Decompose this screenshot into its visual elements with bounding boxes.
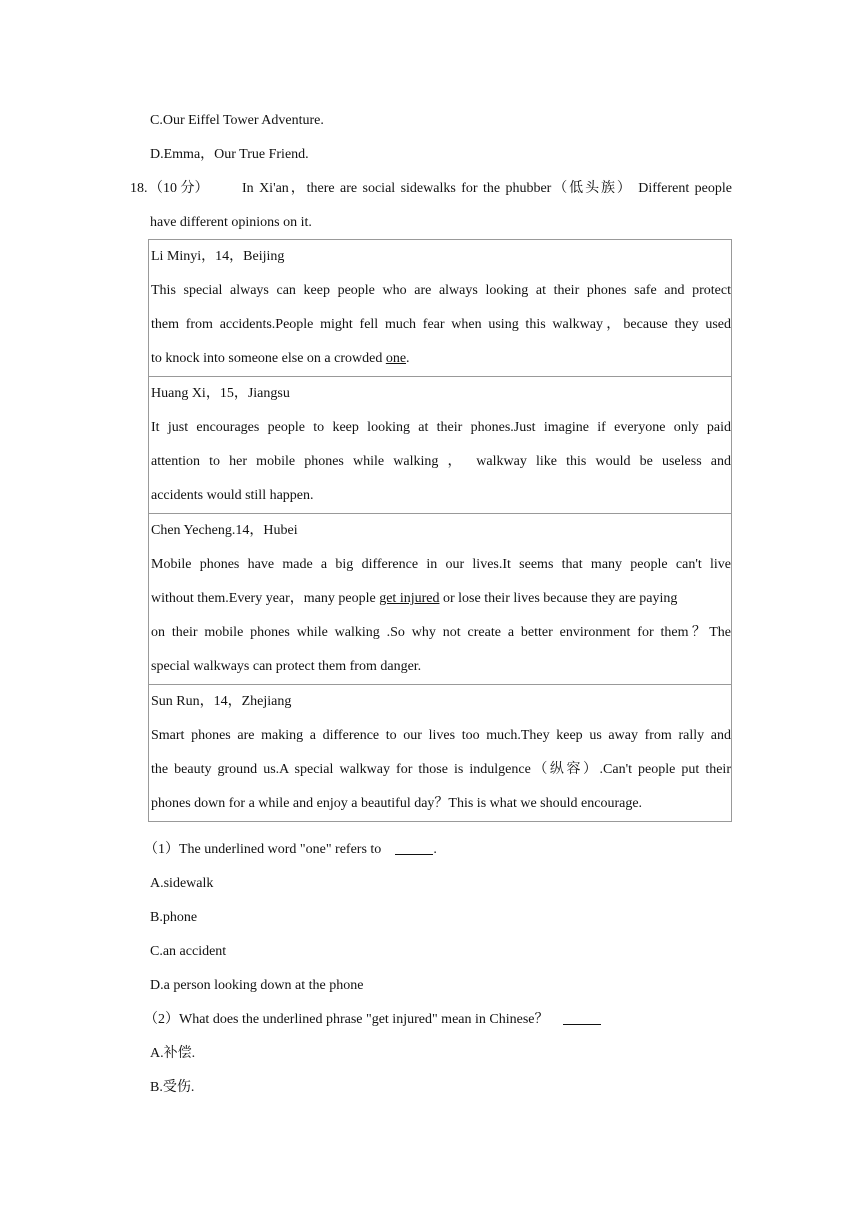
opinion-line: phones down for a while and enjoy a beautiful day？This is what we should encourage.	[151, 796, 643, 811]
text-segment: to knock into someone else on a crowded	[151, 351, 386, 366]
opinion-li-minyi	[149, 240, 731, 376]
sub-question-2-prompt: （2）What does the underlined phrase "get injured" mean in Chinese？	[144, 1012, 549, 1027]
answer-blank	[563, 1010, 601, 1025]
opinion-line: on their mobile phones while walking .So why not create a better environment for them？The	[151, 625, 731, 640]
opinion-header: Sun Run，14，Zhejiang	[151, 694, 292, 709]
underlined-word-one: one	[385, 351, 407, 366]
opinion-line: This special always can keep people who are always looking at their phones safe and protect	[151, 283, 731, 298]
sub1-option-c: C.an accident	[150, 944, 227, 959]
opinions-table	[148, 239, 732, 822]
opinion-line: them from accidents.People might fell much fear when using this walkway，because they used	[151, 317, 731, 332]
opinion-line	[151, 582, 731, 616]
opinion-line: It just encourages people to keep looking at their phones.Just imagine if everyone only paid	[151, 420, 731, 435]
opinion-line: Smart phones are making a difference to our lives too much.They keep us away from rally and	[151, 728, 731, 743]
text-segment: without them.Every year，many people	[151, 591, 380, 606]
underlined-phrase-get-injured: get injured	[379, 591, 440, 606]
opinion-line: the beauty ground us.A special walkway for those is indulgence（纵容）.Can't people put their	[151, 762, 731, 777]
opinion-chen-yecheng	[149, 513, 731, 684]
question-text-line2: have different opinions on it.	[150, 215, 312, 230]
question-text-line1: In Xi'an，there are social sidewalks for the phubber（低头族） Different people	[242, 181, 732, 196]
opinion-line: special walkways can protect them from danger.	[151, 659, 422, 674]
opinion-header: Huang Xi，15，Jiangsu	[151, 386, 290, 401]
sub-question-2	[144, 1010, 601, 1030]
opinion-line: attention to her mobile phones while walking ， walkway like this would be useless and	[151, 454, 731, 469]
answer-blank	[395, 840, 433, 855]
opinion-header: Chen Yecheng.14，Hubei	[151, 523, 298, 538]
sub1-option-d: D.a person looking down at the phone	[150, 978, 364, 993]
opinion-huang-xi	[149, 376, 731, 513]
question-score: （10 分）	[149, 181, 209, 196]
sub1-option-b: B.phone	[150, 910, 198, 925]
sub1-option-a: A.sidewalk	[150, 876, 214, 891]
text-segment: .	[433, 842, 437, 857]
opinion-line: accidents would still happen.	[151, 488, 314, 503]
option-c-prev: C.Our Eiffel Tower Adventure.	[150, 113, 324, 128]
opinion-sun-run	[149, 684, 731, 821]
sub-question-1-prompt: （1）The underlined word "one" refers to	[144, 842, 382, 857]
text-segment: .	[406, 351, 410, 366]
text-segment: or lose their lives because they are paying	[439, 591, 678, 606]
question-number: 18.	[130, 181, 148, 196]
opinion-header: Li Minyi，14，Beijing	[151, 249, 285, 264]
sub-question-1	[144, 840, 437, 860]
sub2-option-a: A.补偿.	[150, 1046, 196, 1061]
opinion-line	[151, 342, 731, 376]
option-d-prev: D.Emma，Our True Friend.	[150, 147, 309, 162]
sub2-option-b: B.受伤.	[150, 1080, 195, 1095]
opinion-line: Mobile phones have made a big difference in our lives.It seems that many people can't live	[151, 557, 731, 572]
